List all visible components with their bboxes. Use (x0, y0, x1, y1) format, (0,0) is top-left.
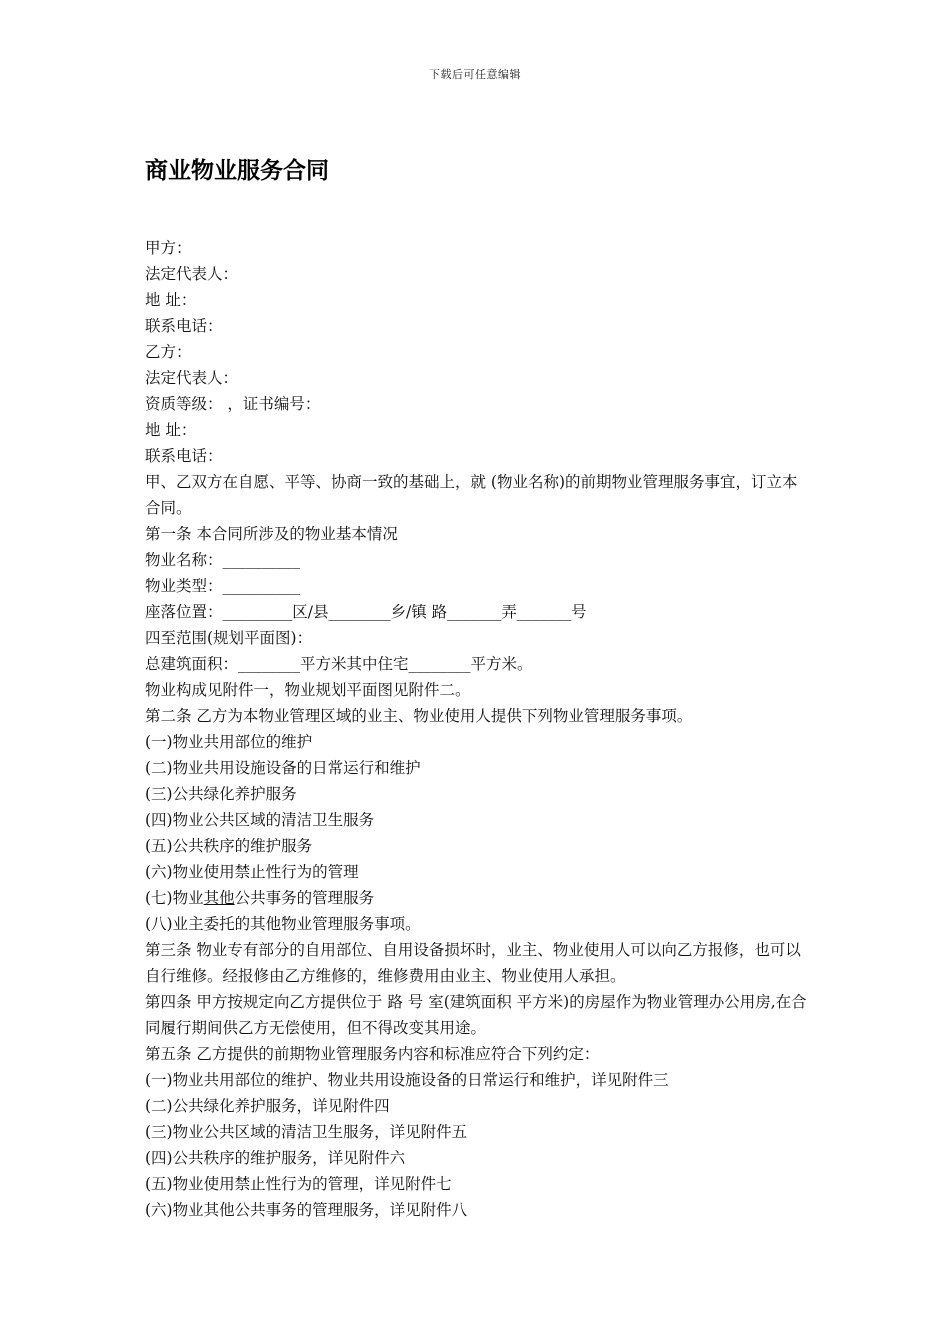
article-2-item-7 (145, 885, 810, 911)
property-boundary-field: 四至范围(规划平面图)： (145, 629, 313, 647)
article-4-paragraph: 第四条 甲方按规定向乙方提供位于 路 号 室(建筑面积 平方米)的房屋作为物业管理办公用房,在合同履行期间供乙方无偿使用，但不得改变其用途。 (145, 993, 807, 1037)
article-5-item: (二)公共绿化养护服务，详见附件四 (145, 1097, 390, 1115)
party-a-phone: 联系电话： (145, 317, 223, 335)
party-a-address: 地 址： (145, 291, 197, 309)
article-2-item-7-prefix: (七)物业 (145, 889, 204, 907)
party-b-address: 地 址： (145, 421, 197, 439)
article-2-item: (六)物业使用禁止性行为的管理 (145, 863, 359, 881)
property-location-field: 座落位置：_________区/县________乡/镇 路_______弄_______号 (145, 603, 587, 621)
property-composition: 物业构成见附件一，物业规划平面图见附件二。 (145, 681, 471, 699)
party-b-legal-rep: 法定代表人： (145, 369, 239, 387)
party-b-label: 乙方： (145, 343, 192, 361)
article-1-heading: 第一条 本合同所涉及的物业基本情况 (145, 525, 398, 543)
article-5-item: (四)公共秩序的维护服务，详见附件六 (145, 1149, 406, 1167)
property-name-field: 物业名称：__________ (145, 551, 301, 569)
article-2-item: (二)物业共用设施设备的日常运行和维护 (145, 759, 421, 777)
party-a-label: 甲方： (145, 239, 192, 257)
article-5-item: (一)物业共用部位的维护、物业共用设施设备的日常运行和维护，详见附件三 (145, 1071, 669, 1089)
article-5-heading: 第五条 乙方提供的前期物业管理服务内容和标准应符合下列约定： (145, 1045, 600, 1063)
contract-body (145, 235, 810, 1223)
party-a-legal-rep: 法定代表人： (145, 265, 239, 283)
article-2-item: (三)公共绿化养护服务 (145, 785, 297, 803)
party-b-phone: 联系电话： (145, 447, 223, 465)
article-2-item-8: (八)业主委托的其他物业管理服务事项。 (145, 915, 421, 933)
article-3-paragraph: 第三条 物业专有部分的自用部位、自用设备损坏时，业主、物业使用人可以向乙方报修，也可以自行维修。经报修由乙方维修的，维修费用由业主、物业使用人承担。 (145, 941, 801, 985)
property-type-field: 物业类型：__________ (145, 577, 301, 595)
party-b-qualification: 资质等级： ，证书编号： (145, 395, 321, 413)
property-area-field: 总建筑面积：________平方米其中住宅________平方米。 (145, 655, 533, 673)
article-5-item: (五)物业使用禁止性行为的管理，详见附件七 (145, 1175, 452, 1193)
article-5-item: (六)物业其他公共事务的管理服务，详见附件八 (145, 1201, 468, 1219)
article-2-heading: 第二条 乙方为本物业管理区域的业主、物业使用人提供下列物业管理服务事项。 (145, 707, 693, 725)
document-title: 商业物业服务合同 (145, 158, 329, 184)
page-header-note: 下载后可任意编辑 (429, 68, 521, 81)
preamble-paragraph: 甲、乙双方在自愿、平等、协商一致的基础上，就 (物业名称)的前期物业管理服务事宜，订立本合同。 (145, 473, 798, 517)
article-2-item: (四)物业公共区域的清洁卫生服务 (145, 811, 375, 829)
article-2-item-7-underlined: 其他 (203, 889, 235, 907)
article-2-item-7-suffix: 公共事务的管理服务 (234, 889, 375, 907)
article-2-item: (五)公共秩序的维护服务 (145, 837, 313, 855)
article-2-item: (一)物业共用部位的维护 (145, 733, 313, 751)
article-5-item: (三)物业公共区域的清洁卫生服务，详见附件五 (145, 1123, 468, 1141)
